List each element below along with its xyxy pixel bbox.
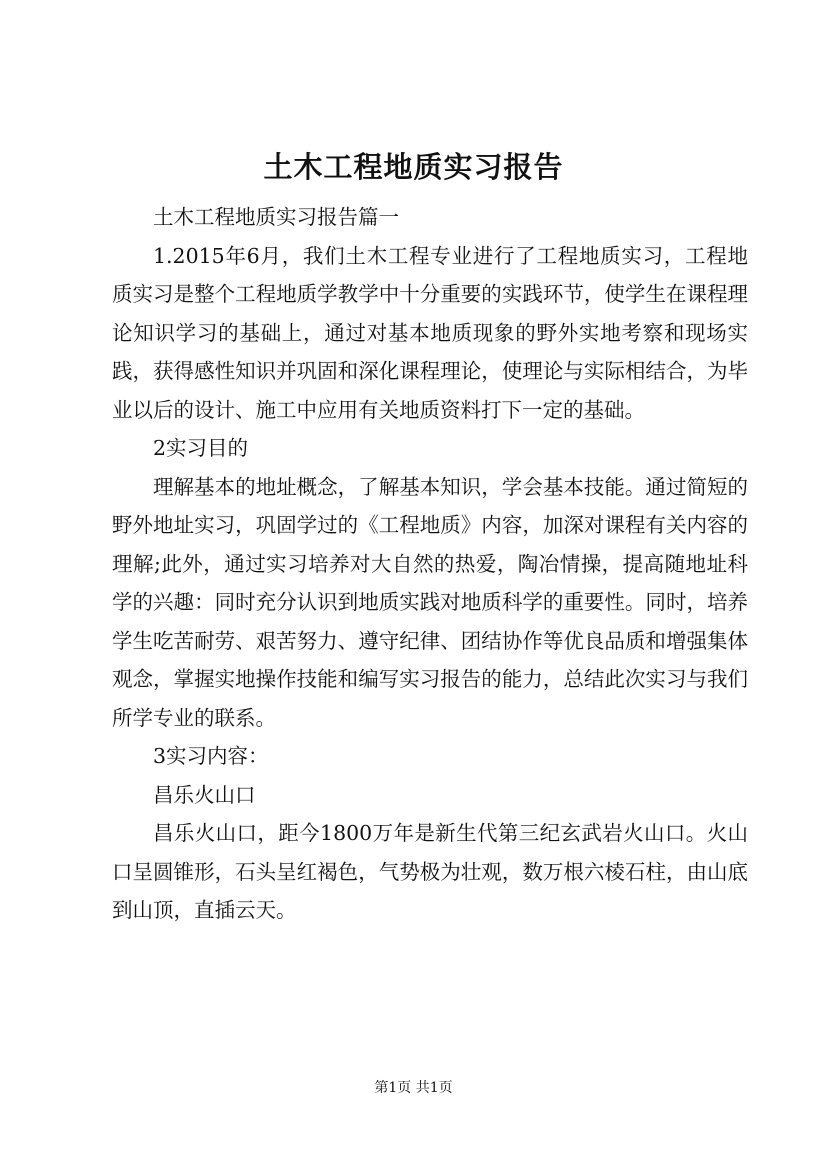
section-heading-purpose: 2实习目的 <box>153 436 249 460</box>
section-heading-content: 3实习内容： <box>153 744 269 768</box>
document-body <box>112 198 748 930</box>
section-heading-part-one: 土木工程地质实习报告篇一 <box>153 205 399 229</box>
paragraph-introduction: 1.2015年6月，我们土木工程专业进行了工程地质实习，工程地质实习是整个工程地质学教学中十分重要的实践环节，使学生在课程理论知识学习的基础上，通过对基本地质现象的野外实地考察和现场实践，获得感性知识并巩固和深化课程理论，使理论与实际相结合，为毕业以后的设计、施工中应用有关地质资料打下一定的基础。 <box>112 243 748 422</box>
document-title: 土木工程地质实习报告 <box>263 150 564 184</box>
paragraph-changle-crater: 昌乐火山口，距今1800万年是新生代第三纪玄武岩火山口。火山口呈圆锥形，石头呈红褐色，气势极为壮观，数万根六棱石柱，由山底到山顶，直插云天。 <box>112 821 748 922</box>
page-footer: 第1页 共1页 <box>374 1080 453 1096</box>
paragraph-purpose: 理解基本的地址概念，了解基本知识，学会基本技能。通过简短的野外地址实习，巩固学过的《工程地质》内容，加深对课程有关内容的理解;此外，通过实习培养对大自然的热爱，陶冶情操，提高随地址科学的兴趣：同时充分认识到地质实践对地质科学的重要性。同时，培养学生吃苦耐劳、艰苦努力、遵守纪律、团结协作等优良品质和增强集体观念，掌握实地操作技能和编写实习报告的能力，总结此次实习与我们所学专业的联系。 <box>112 474 748 730</box>
subheading-changle-crater: 昌乐火山口 <box>153 782 256 807</box>
